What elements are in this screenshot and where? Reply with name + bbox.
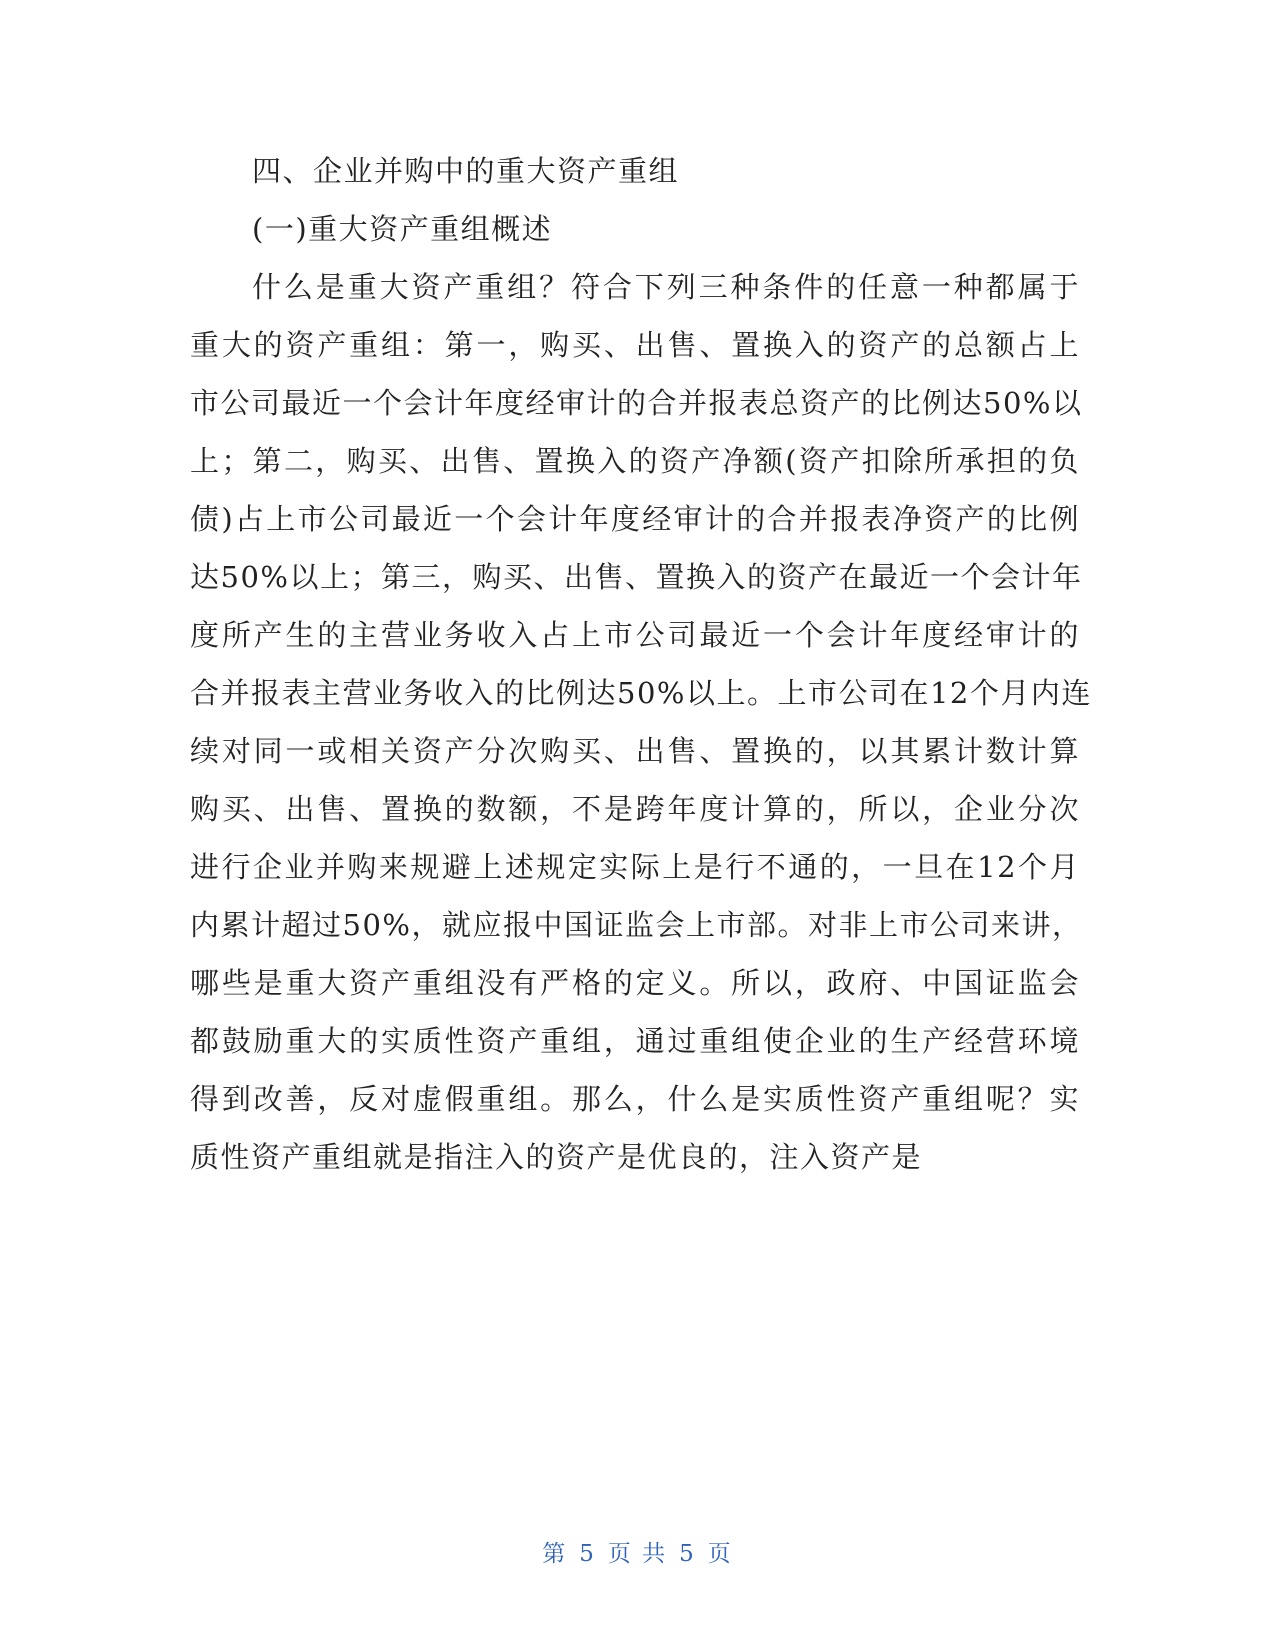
document-body	[190, 142, 1092, 1186]
footer-current-page: 5	[579, 1541, 596, 1567]
paragraph-line: 购买、出售、置换的数额，不是跨年度计算的，所以，企业分次	[190, 792, 1080, 826]
paragraph-line: 都鼓励重大的实质性资产重组，通过重组使企业的生产经营环境	[190, 1024, 1080, 1058]
paragraph-line: 什么是重大资产重组？符合下列三种条件的任意一种都属于	[252, 270, 1080, 304]
page-footer	[0, 1535, 1275, 1568]
footer-total-pages: 5	[679, 1541, 696, 1567]
paragraph-line: 哪些是重大资产重组没有严格的定义。所以，政府、中国证监会	[190, 966, 1080, 1000]
paragraph-line: 达50%以上；第三，购买、出售、置换入的资产在最近一个会计年	[190, 560, 1083, 594]
paragraph-line: 上；第二，购买、出售、置换入的资产净额(资产扣除所承担的负	[190, 444, 1080, 478]
paragraph-line: 得到改善，反对虚假重组。那么，什么是实质性资产重组呢？实	[190, 1082, 1080, 1116]
paragraph-line: 内累计超过50%，就应报中国证监会上市部。对非上市公司来讲，	[190, 908, 1083, 942]
footer-suffix: 页	[707, 1541, 733, 1567]
paragraph-line: 续对同一或相关资产分次购买、出售、置换的，以其累计数计算	[190, 734, 1080, 768]
paragraph-line: 债)占上市公司最近一个会计年度经审计的合并报表净资产的比例	[190, 502, 1080, 536]
footer-middle: 页 共	[607, 1541, 668, 1567]
paragraph-line: 市公司最近一个会计年度经审计的合并报表总资产的比例达50%以	[190, 386, 1083, 420]
paragraph-line: 重大的资产重组：第一，购买、出售、置换入的资产的总额占上	[190, 328, 1080, 362]
paragraph-line: 进行企业并购来规避上述规定实际上是行不通的，一旦在12个月	[190, 850, 1080, 884]
footer-prefix: 第	[542, 1541, 568, 1567]
subsection-heading: (一)重大资产重组概述	[252, 212, 553, 246]
section-heading: 四、企业并购中的重大资产重组	[252, 154, 680, 188]
paragraph-line: 度所产生的主营业务收入占上市公司最近一个会计年度经审计的	[190, 618, 1080, 652]
paragraph-line-last: 质性资产重组就是指注入的资产是优良的，注入资产是	[190, 1140, 923, 1174]
paragraph-line: 合并报表主营业务收入的比例达50%以上。上市公司在12个月内连	[190, 676, 1092, 710]
